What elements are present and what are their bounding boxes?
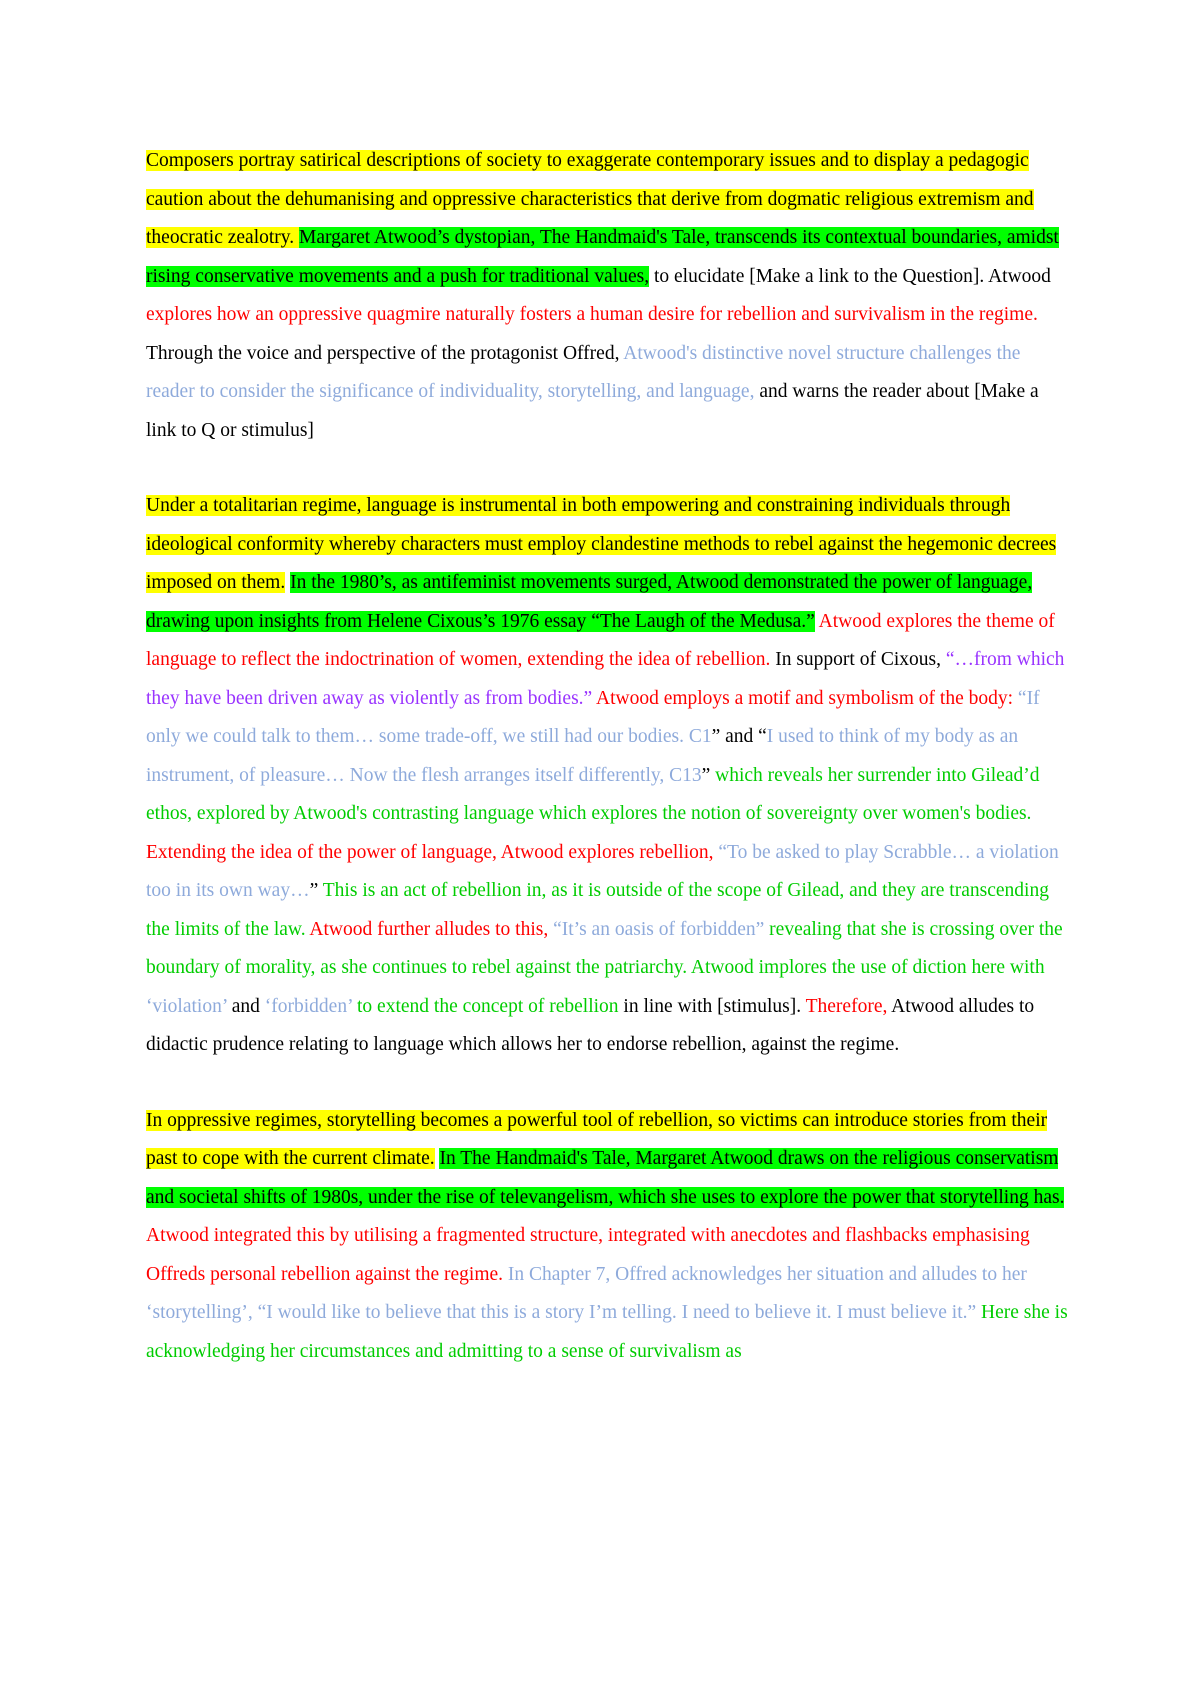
text-run: Composers portray satirical descriptions of society to exaggerate contemporary issues and to display a pedagogic caution about the dehumanising and oppressive characteristics that derive from dogmatic religious extremism and theocratic zealotry. — [146, 150, 1034, 248]
text-run: “To be asked to play Scrabble… a violation too in its own way… — [146, 841, 1059, 901]
text-run: and — [226, 995, 265, 1017]
text-run: which reveals her surrender into Gilead’d ethos, explored by Atwood's contrasting language which explores the notion of sovereignty over women's bodies. — [146, 764, 1040, 824]
text-run: In Chapter 7, Offred acknowledges her situation and alludes to her ‘storytelling’, “I would like to believe that this is a story I’m telling. I need to believe it. I must believe it.” — [146, 1263, 1027, 1323]
text-run: to elucidate [Make a link to the Question]. Atwood — [649, 265, 1051, 287]
text-run: to extend the concept of rebellion — [352, 995, 619, 1017]
text-run: ” — [701, 764, 711, 786]
text-run: I used to think of my body as an instrument, of pleasure… Now the flesh arranges itself differently, C13 — [146, 726, 1019, 786]
text-run: In support of Cixous, — [775, 649, 946, 670]
text-run: In oppressive regimes, storytelling becomes a powerful tool of rebellion, so victims can introduce stories from their past to cope with the current climate. — [146, 1109, 1048, 1169]
language-paragraph — [146, 487, 1068, 1065]
text-run: in line with [stimulus]. — [618, 995, 802, 1017]
text-run: ” and “ — [711, 726, 767, 747]
text-run: ‘forbidden’ — [264, 995, 353, 1017]
text-run: This is an act of rebellion in, as it is outside of the scope of Gilead, and they are transcending the limits of the law. — [146, 880, 1049, 940]
text-run: In the 1980’s, as antifeminist movements surged, Atwood demonstrated the power of language, drawing upon insights from Helene Cixous’s 1976 essay “The Laugh of the Medusa.” — [146, 572, 1033, 632]
text-run: “It’s an oasis of forbidden” — [553, 918, 765, 940]
text-run: Under a totalitarian regime, language is instrumental in both empowering and constraining individuals through ideological conformity whereby characters must employ clandestine methods to rebel against the hegemonic decrees imposed on them. — [146, 495, 1057, 593]
text-run: Through the voice and perspective of the protagonist Offred, — [146, 342, 624, 364]
text-run: Atwood employs a motif and symbolism of the body: — [592, 687, 1018, 709]
text-run: Atwood further alludes to this, — [305, 918, 554, 940]
text-run: revealing that she is crossing over the boundary of morality, as she continues to rebel against the patriarchy. Atwood implores the use of diction here with — [146, 918, 1063, 978]
text-run: Extending the idea of the power of language, Atwood explores rebellion, — [146, 841, 719, 863]
intro-paragraph — [146, 142, 1068, 450]
storytelling-paragraph — [146, 1102, 1068, 1372]
text-run: ‘violation’ — [146, 995, 227, 1017]
text-run: Atwood's distinctive novel structure challenges the reader to consider the significance of individuality, storytelling, and language, — [146, 342, 1021, 402]
text-run: Here she is acknowledging her circumstances and admitting to a sense of survivalism as — [146, 1302, 1068, 1362]
text-run: and warns the reader about [Make a link to Q or stimulus] — [146, 381, 1039, 441]
essay-body — [146, 142, 1068, 1408]
text-run: In The Handmaid's Tale, Margaret Atwood draws on the religious conservatism and societal shifts of 1980s, under the rise of televangelism, which she uses to explore the power that storytelling has. — [146, 1148, 1065, 1208]
text-run: Atwood alludes to didactic prudence relating to language which allows her to endorse rebellion, against the regime. — [146, 995, 1035, 1055]
text-run: Margaret Atwood’s dystopian, The Handmaid's Tale, transcends its contextual boundaries, amidst rising conservative movements and a push for traditional values, — [146, 227, 1059, 287]
text-run: Therefore, — [801, 995, 888, 1017]
text-run: “If only we could talk to them… some trade-off, we still had our bodies. C1 — [146, 687, 1040, 747]
text-run: “…from which they have been driven away as violently as from bodies.” — [146, 649, 1065, 709]
text-run: explores how an oppressive quagmire naturally fosters a human desire for rebellion and survivalism in the regime. — [146, 304, 1038, 325]
text-run: ” — [309, 880, 319, 901]
text-run: Atwood explores the theme of language to reflect the indoctrination of women, extending the idea of rebellion. — [146, 610, 1055, 670]
text-run: Atwood integrated this by utilising a fragmented structure, integrated with anecdotes and flashbacks emphasising Offreds personal rebellion against the regime. — [146, 1225, 1030, 1285]
